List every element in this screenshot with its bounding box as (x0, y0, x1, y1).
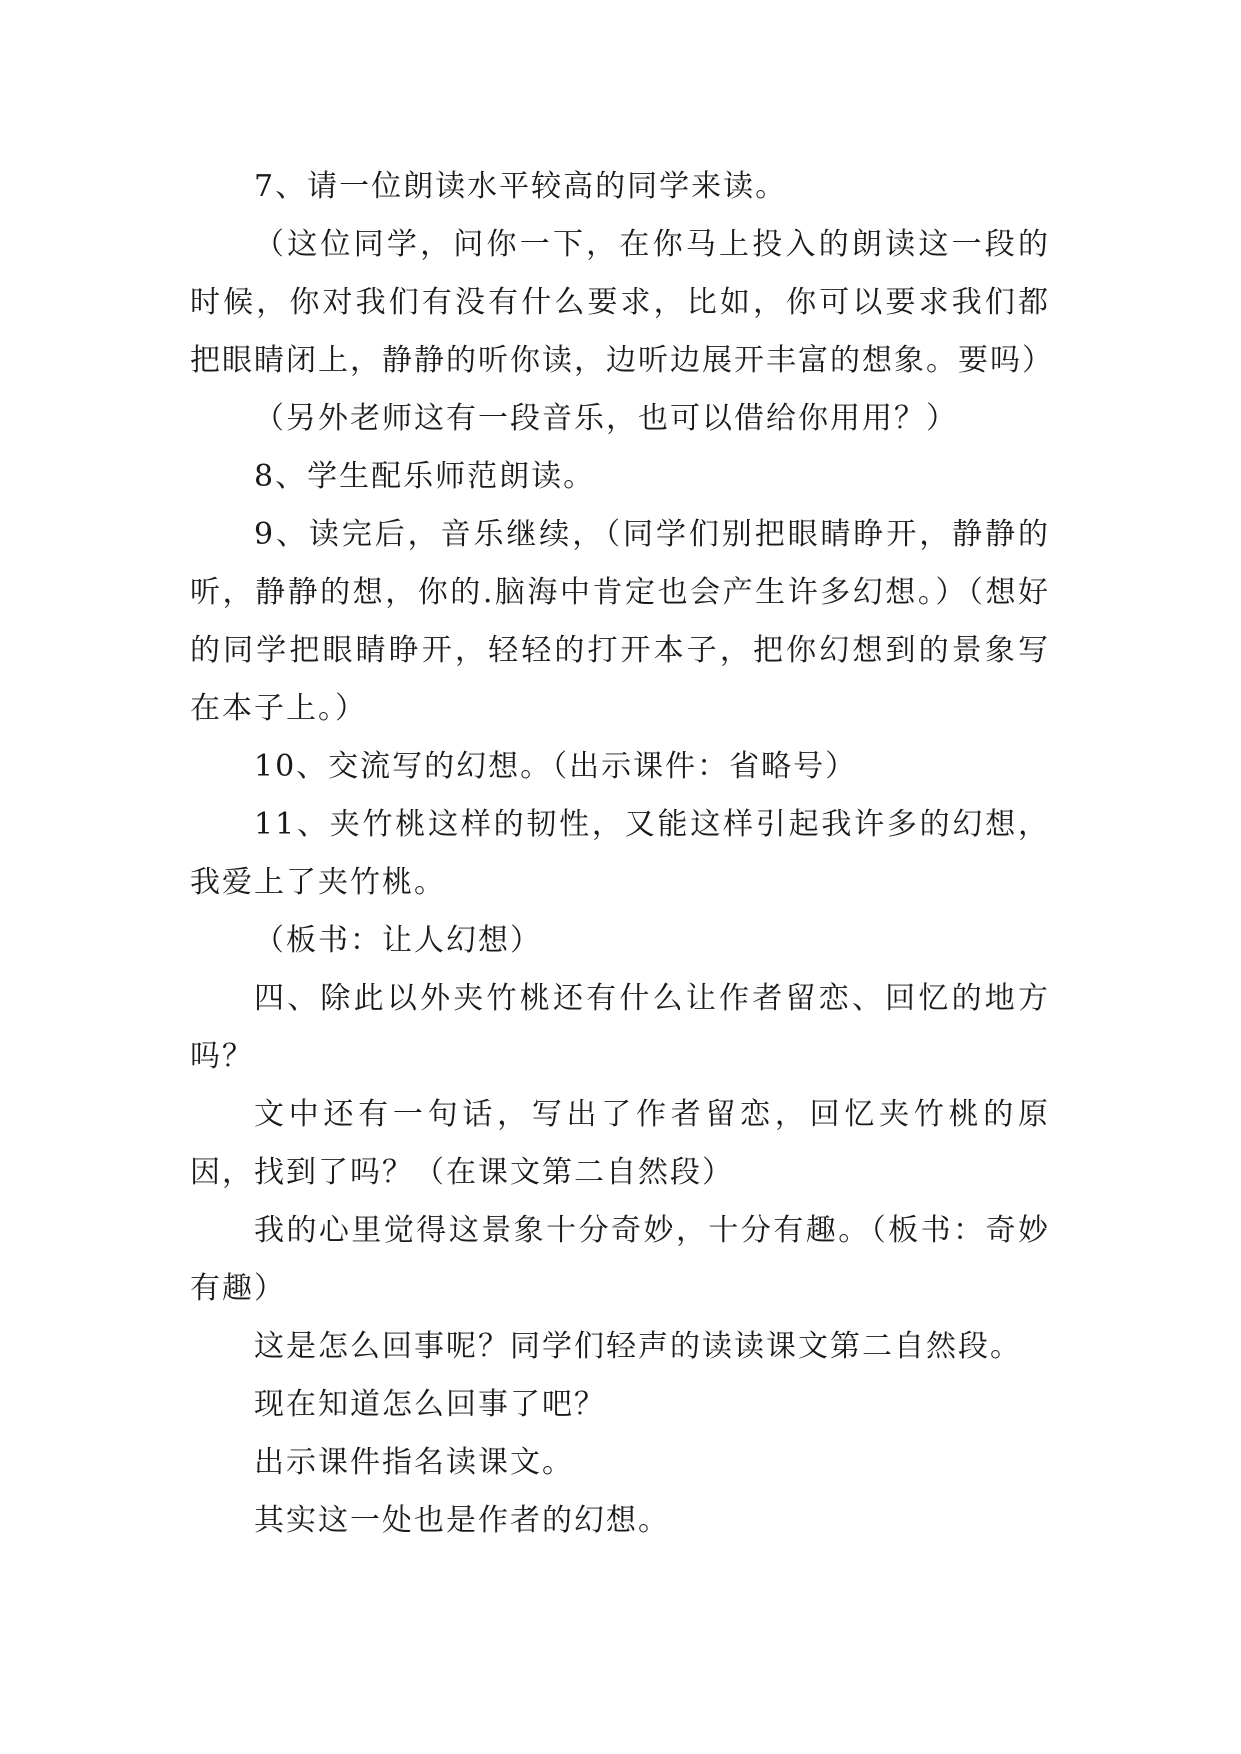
paragraph-board-note-1: （板书：让人幻想） (254, 923, 542, 958)
document-body (190, 158, 1054, 1550)
paragraph-section-4: 四、除此以外夹竹桃还有什么让作者留恋、回忆的地方吗？ (190, 981, 1050, 1074)
paragraph-music-offer: （另外老师这有一段音乐，也可以借给你用用？） (254, 401, 958, 436)
paragraph-find-sentence: 文中还有一句话，写出了作者留恋，回忆夹竹桃的原因，找到了吗？（在课文第二自然段） (190, 1097, 1050, 1190)
paragraph-show-slides: 出示课件指名读课文。 (254, 1445, 574, 1480)
paragraph-step-7: 7、请一位朗读水平较高的同学来读。 (254, 169, 788, 204)
paragraph-step-8: 8、学生配乐师范朗读。 (254, 459, 596, 494)
paragraph-step-9: 9、读完后，音乐继续，（同学们别把眼睛睁开，静静的听，静静的想，你的.脑海中肯定也会产生许多幻想。）（想好的同学把眼睛睁开，轻轻的打开本子，把你幻想到的景象写在本子上。） (190, 517, 1050, 726)
paragraph-step-11: 11、夹竹桃这样的韧性，又能这样引起我许多的幻想，我爱上了夹竹桃。 (190, 807, 1050, 900)
paragraph-now-know: 现在知道怎么回事了吧？ (254, 1387, 606, 1422)
paragraph-reader-request: （这位同学，问你一下，在你马上投入的朗读这一段的时候，你对我们有没有什么要求，比如，你可以要求我们都把眼睛闭上，静静的听你读，边听边展开丰富的想象。要吗） (190, 227, 1054, 378)
paragraph-question: 这是怎么回事呢？同学们轻声的读读课文第二自然段。 (254, 1329, 1022, 1364)
paragraph-conclusion: 其实这一处也是作者的幻想。 (254, 1503, 670, 1538)
paragraph-step-10: 10、交流写的幻想。（出示课件：省略号） (254, 749, 858, 784)
paragraph-quote: 我的心里觉得这景象十分奇妙，十分有趣。（板书：奇妙有趣） (190, 1213, 1050, 1306)
